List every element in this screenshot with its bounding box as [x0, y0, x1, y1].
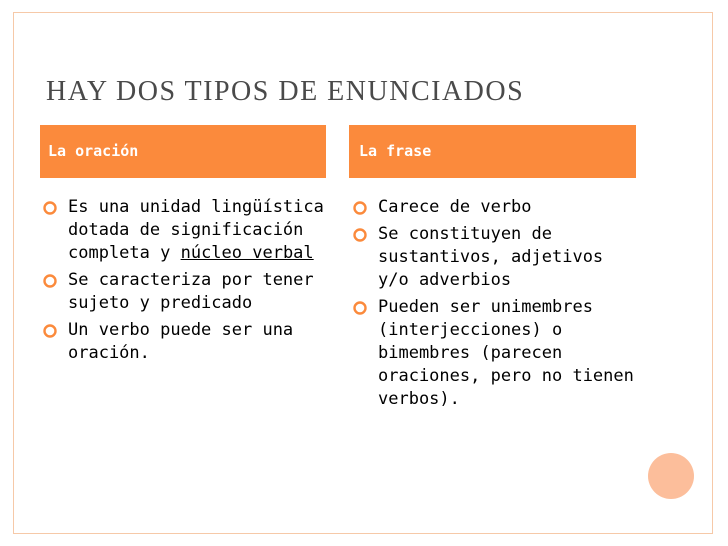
list-item — [352, 196, 636, 219]
bullet-text: Pueden ser unimembres (interjecciones) o bimembres (parecen oraciones, pero no tienen verbos). — [378, 297, 634, 409]
hollow-circle-bullet-icon — [42, 273, 60, 289]
list-item — [42, 319, 326, 365]
hollow-circle-bullet-icon — [352, 200, 370, 216]
list-item — [352, 223, 636, 292]
hollow-circle-bullet-icon — [42, 200, 60, 216]
bullet-text: Un verbo puede ser una oración. — [68, 320, 294, 363]
list-item — [42, 269, 326, 315]
list-item — [352, 296, 636, 411]
bullet-text: Es una unidad lingüística dotada de significación completa y — [68, 197, 324, 263]
hollow-circle-bullet-icon — [352, 227, 370, 243]
hollow-circle-bullet-icon — [352, 300, 370, 316]
column-header-frase: La frase — [349, 125, 636, 178]
nucleo-verbal-link[interactable]: núcleo verbal — [180, 243, 314, 263]
slide-title: HAY DOS TIPOS DE ENUNCIADOS — [46, 76, 525, 107]
column-header-oracion: La oración — [40, 125, 326, 178]
frase-bullet-list — [352, 196, 636, 415]
orange-circle-decoration — [648, 453, 694, 499]
oracion-bullet-list — [42, 196, 326, 369]
hollow-circle-bullet-icon — [42, 323, 60, 339]
bullet-text: Se constituyen de sustantivos, adjetivos y/o adverbios — [378, 224, 604, 290]
bullet-text: Se caracteriza por tener sujeto y predicado — [68, 270, 314, 313]
bullet-text: Carece de verbo — [378, 197, 532, 217]
list-item — [42, 196, 326, 265]
